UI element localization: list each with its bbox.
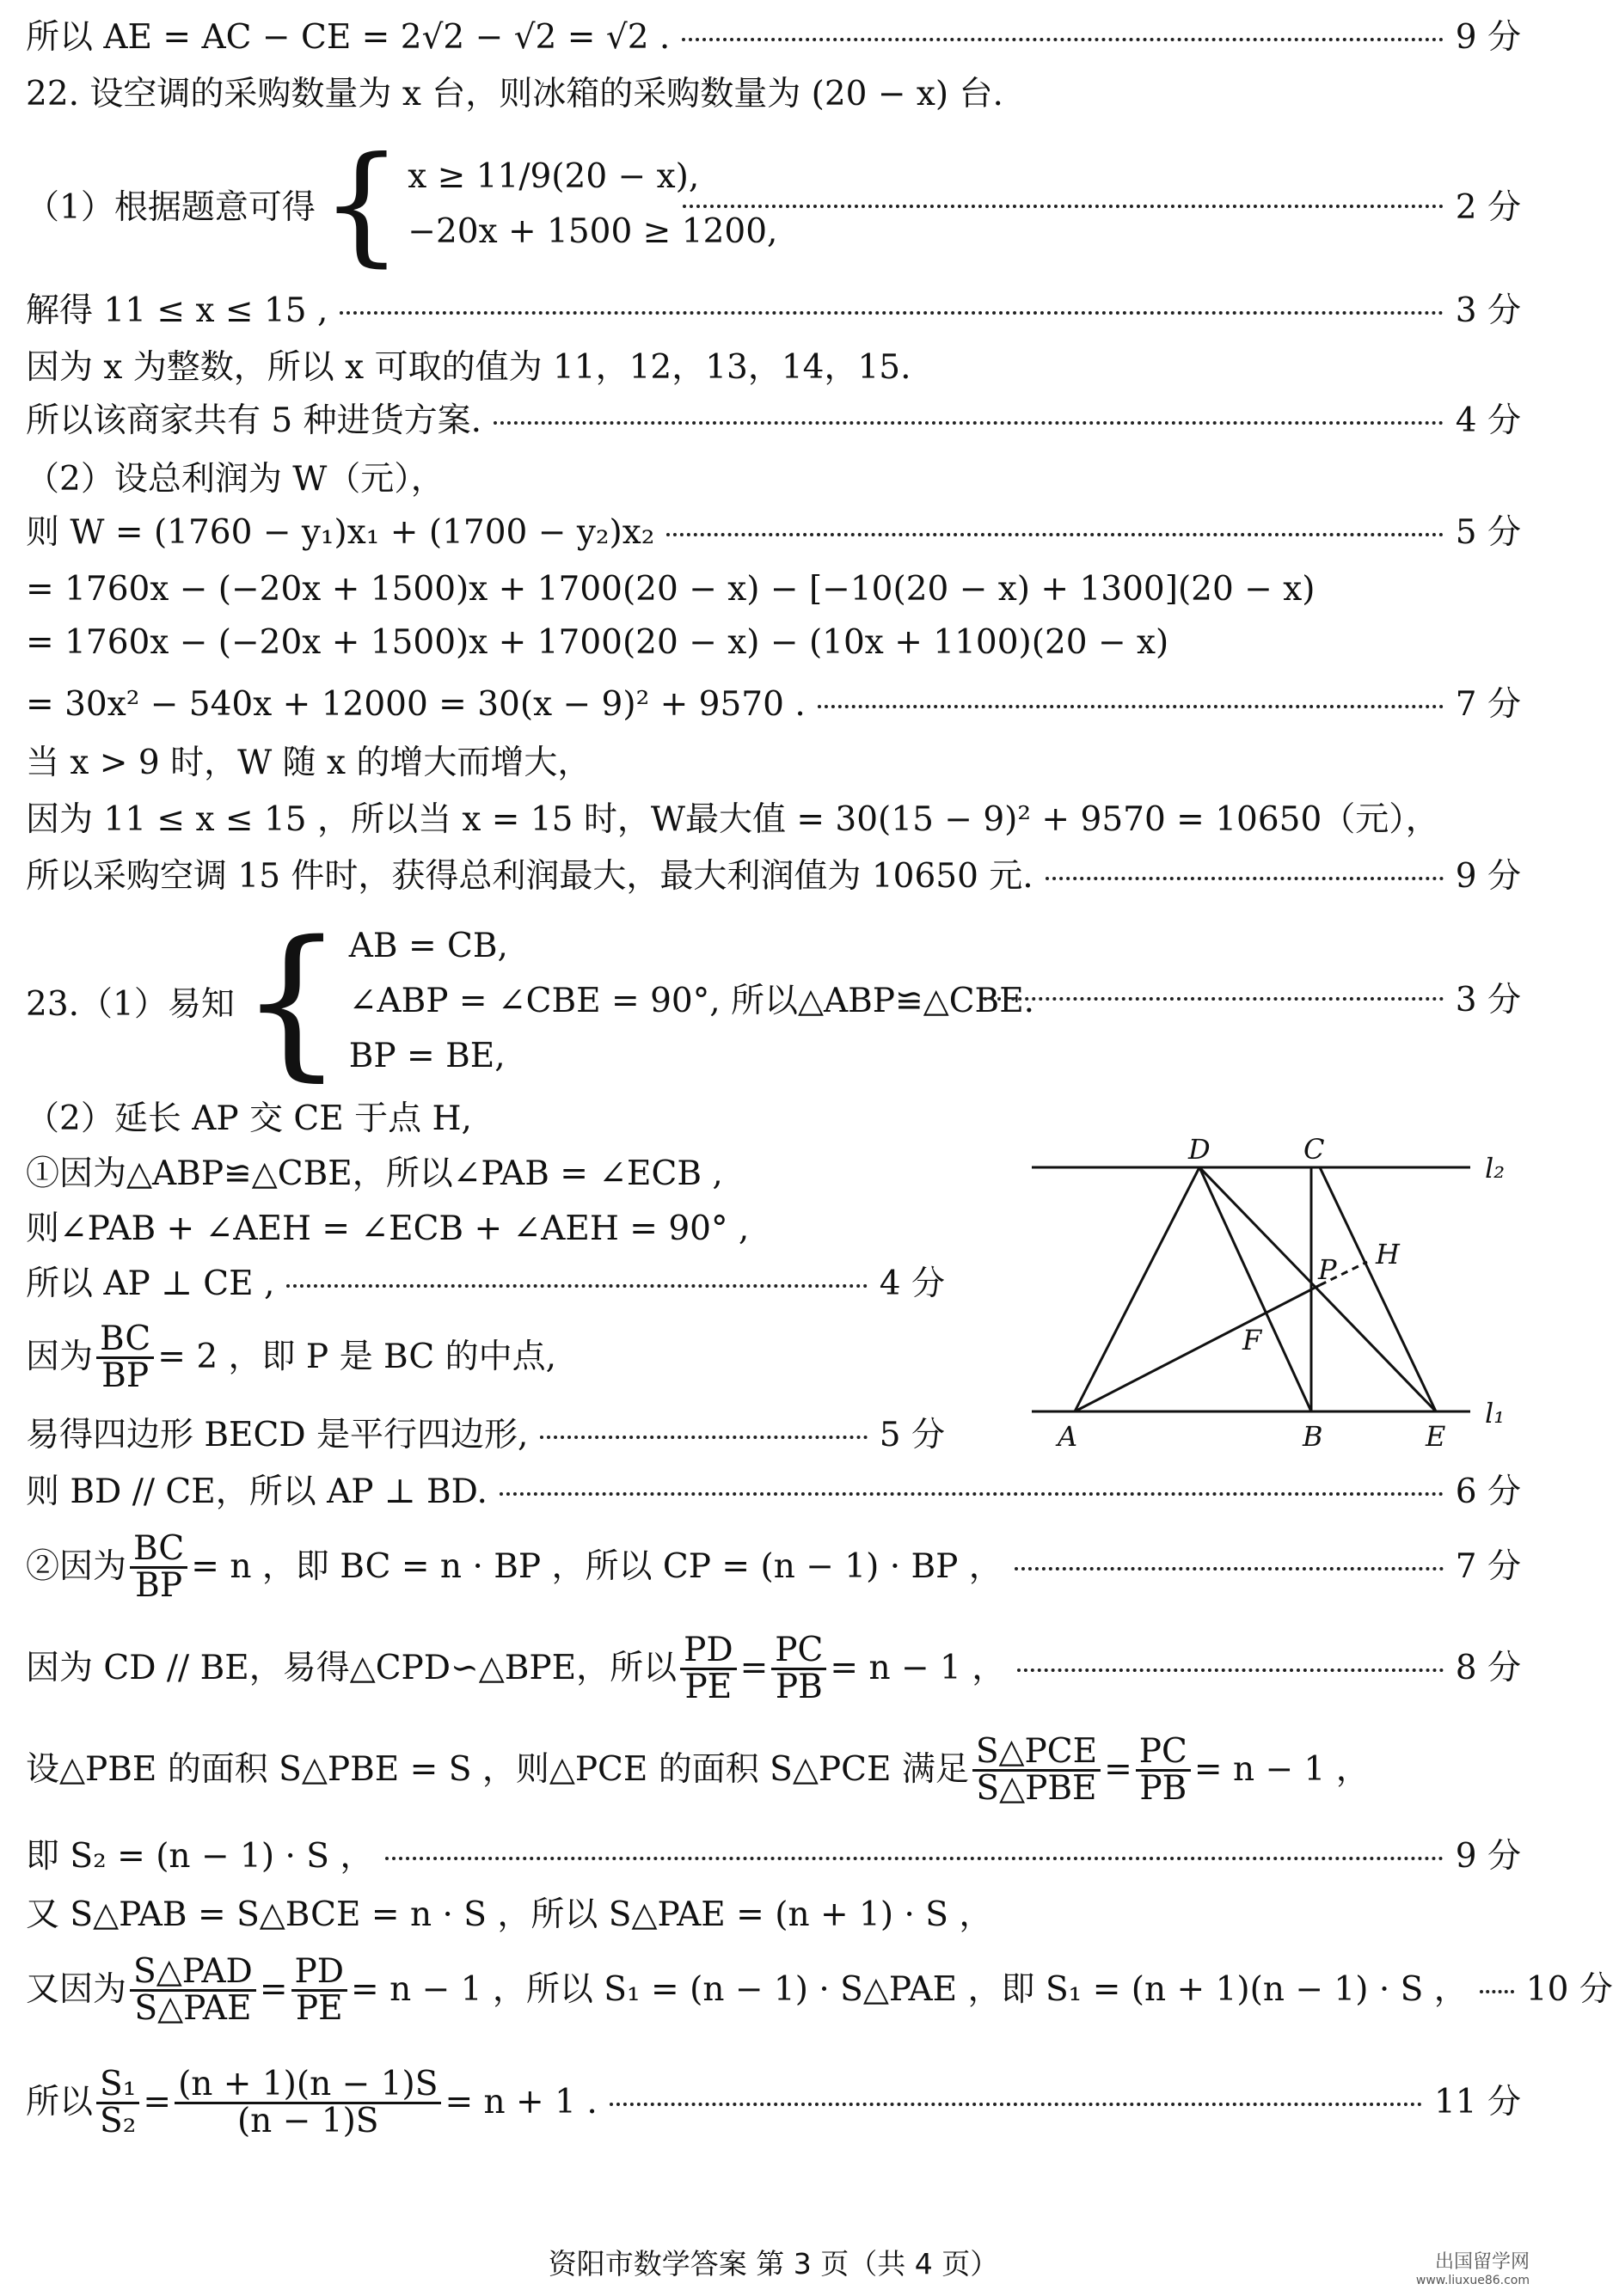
line-profit-def: （2）设总利润为 W（元）， (26, 460, 445, 499)
fraction: $\frac{PC}{PB}$ (771, 1633, 826, 1705)
dot-leader (683, 201, 1444, 208)
left-brace: { (320, 130, 403, 279)
dot-leader (1480, 1987, 1514, 1993)
dot-leader (1015, 1564, 1444, 1570)
fraction: $\frac{\text{S₁}}{\text{S₂}}$ (96, 2067, 139, 2139)
line-bd-parallel: 则 BD // CE，所以 AP ⊥ BD. 6 分 (26, 1473, 1521, 1511)
line-midpoint: 因为 $\frac{BC}{BP}$ = 2 ，即 P 是 BC 的中点, (26, 1319, 556, 1395)
dot-leader (666, 530, 1443, 536)
dot-leader (1017, 1665, 1444, 1672)
site-watermark: 出国留学网 www.liuxue86.com (1415, 2251, 1530, 2287)
fraction: $\frac{PD}{PE}$ (680, 1633, 737, 1705)
q22-intro: 22. 设空调的采购数量为 x 台，则冰箱的采购数量为 (20 − x) 台. (26, 75, 1003, 113)
label-l2: l₂ (1485, 1152, 1506, 1185)
line-max-profit: 所以采购空调 15 件时，获得总利润最大，最大利润值为 10650 元. 9 分 (26, 857, 1521, 896)
label-h: H (1376, 1238, 1400, 1270)
score-label: 9 分 (1455, 18, 1521, 57)
q23-1-score: 3 分 (972, 973, 1521, 1021)
page-footer: 资阳市数学答案 第 3 页（共 4 页） (548, 2247, 999, 2281)
dot-leader (494, 418, 1444, 425)
segment-ce (1320, 1167, 1436, 1411)
dot-leader (818, 701, 1444, 708)
line-w-expand-2: = 1760x − (−20x + 1500)x + 1700(20 − x) − (10x + 1100)(20 − x) (26, 623, 1169, 662)
label-e: E (1426, 1420, 1446, 1453)
q22-inequality-system: （1）根据题意可得 { x ≥ 11/9(20 − x), −20x + 1500 ≥ 1200, (26, 130, 778, 279)
line-solution-range: 解得 11 ≤ x ≤ 15 , 3 分 (26, 291, 1521, 330)
dot-leader (610, 2099, 1422, 2106)
line-integer-values: 因为 x 为整数，所以 x 可取的值为 11，12，13，14，15. (26, 348, 911, 387)
label-f: F (1242, 1324, 1262, 1356)
dot-leader (682, 34, 1443, 41)
segment-ad (1075, 1167, 1199, 1411)
q23-congruence-system: 23.（1）易知 { AB = CB, ∠ABP = ∠CBE = 90°, 所以△ABP≌△CBE. BP = BE, (26, 906, 1035, 1096)
line-ratio-n: ②因为 $\frac{BC}{BP}$ = n ，即 BC = n · BP ，所以 CP = (n − 1) · BP ， 7 分 (26, 1528, 1521, 1605)
label-c: C (1303, 1133, 1325, 1166)
segment-de (1199, 1167, 1436, 1411)
fraction: $\frac{\text{S△PAD}}{\text{S△PAE}}$ (130, 1955, 256, 2026)
dot-leader (500, 1489, 1444, 1496)
line-ae-result: 所以 AE = AC − CE = 2√2 − √2 = √2 . 9 分 (26, 18, 1521, 57)
segment-db (1199, 1167, 1311, 1411)
line-s1: 又因为 $\frac{\text{S△PAD}}{\text{S△PAE}}$ = $\frac{PD}{PE}$ = n − 1 ，所以 S₁ = (n − 1) · S△PAE ，即 S₁ = (n + 1)(n − 1) · S ， 10 分 (26, 1951, 1613, 2028)
dot-leader (540, 1432, 867, 1439)
line-five-plans: 所以该商家共有 5 种进货方案. 4 分 (26, 401, 1521, 440)
q22-1-score: 2 分 (671, 181, 1521, 229)
line-parallelogram: 易得四边形 BECD 是平行四边形, 5 分 (26, 1416, 945, 1454)
dot-leader (286, 1281, 867, 1288)
line-monotonic: 当 x > 9 时，W 随 x 的增大而增大， (26, 744, 592, 782)
left-brace: { (239, 906, 344, 1096)
line-extend-ap: （2）延长 AP 交 CE 于点 H, (26, 1099, 472, 1138)
label-d: D (1188, 1133, 1211, 1166)
line-w-formula: 则 W = (1760 − y₁)x₁ + (1700 − y₂)x₂ 5 分 (26, 513, 1521, 552)
fraction: $\frac{PC}{PB}$ (1136, 1735, 1191, 1806)
geometry-figure (1023, 1126, 1522, 1453)
line-area-ratio: 设△PBE 的面积 S△PBE = S ，则△PCE 的面积 S△PCE 满足 $\frac{\text{S△PCE}}{\text{S△PBE}}$ = $\frac{PC}{PB}$ = n − 1 ， (26, 1731, 1370, 1808)
label-b: B (1303, 1420, 1323, 1453)
label-p: P (1318, 1253, 1337, 1286)
fraction: $\frac{\text{S△PCE}}{\text{S△PBE}}$ (972, 1735, 1101, 1806)
dot-leader (340, 308, 1443, 315)
line-congruent-angles: ①因为△ABP≌△CBE，所以∠PAB = ∠ECB , (26, 1154, 723, 1193)
line-max-value: 因为 11 ≤ x ≤ 15 ，所以当 x = 15 时，W最大值 = 30(15 − 9)² + 9570 = 10650（元）， (26, 800, 1439, 839)
fraction: $\frac{BC}{BP}$ (130, 1532, 187, 1603)
fraction: $\frac{BC}{BP}$ (96, 1322, 154, 1393)
line-angle-sum: 则∠PAB + ∠AEH = ∠ECB + ∠AEH = 90° , (26, 1209, 750, 1248)
line-w-expand-1: = 1760x − (−20x + 1500)x + 1700(20 − x) − [−10(20 − x) + 1300](20 − x) (26, 570, 1316, 609)
label-l1: l₁ (1485, 1397, 1506, 1430)
line-similar-triangles: 因为 CD // BE，易得△CPD∽△BPE，所以 $\frac{PD}{PE}$ = $\frac{PC}{PB}$ = n − 1 ， 8 分 (26, 1630, 1521, 1706)
dot-leader (385, 1853, 1443, 1860)
dot-leader (1046, 873, 1444, 880)
label-a: A (1058, 1420, 1078, 1453)
line-final-ratio: 所以 $\frac{\text{S₁}}{\text{S₂}}$ = $\frac{(n + 1)(n - 1)S}{(n - 1)S}$ = n + 1 . 11 分 (26, 2064, 1521, 2140)
line-s-pae: 又 S△PAB = S△BCE = n · S ，所以 S△PAE = (n + 1) · S ， (26, 1895, 993, 1934)
dot-leader (984, 994, 1444, 1001)
fraction: $\frac{(n + 1)(n - 1)S}{(n - 1)S}$ (175, 2067, 441, 2139)
line-s2: 即 S₂ = (n − 1) · S ， 9 分 (26, 1837, 1521, 1876)
fraction: $\frac{PD}{PE}$ (291, 1955, 348, 2026)
line-ap-perp-ce: 所以 AP ⊥ CE , 4 分 (26, 1264, 945, 1303)
line-w-quadratic: = 30x² − 540x + 12000 = 30(x − 9)² + 9570 . 7 分 (26, 685, 1521, 724)
